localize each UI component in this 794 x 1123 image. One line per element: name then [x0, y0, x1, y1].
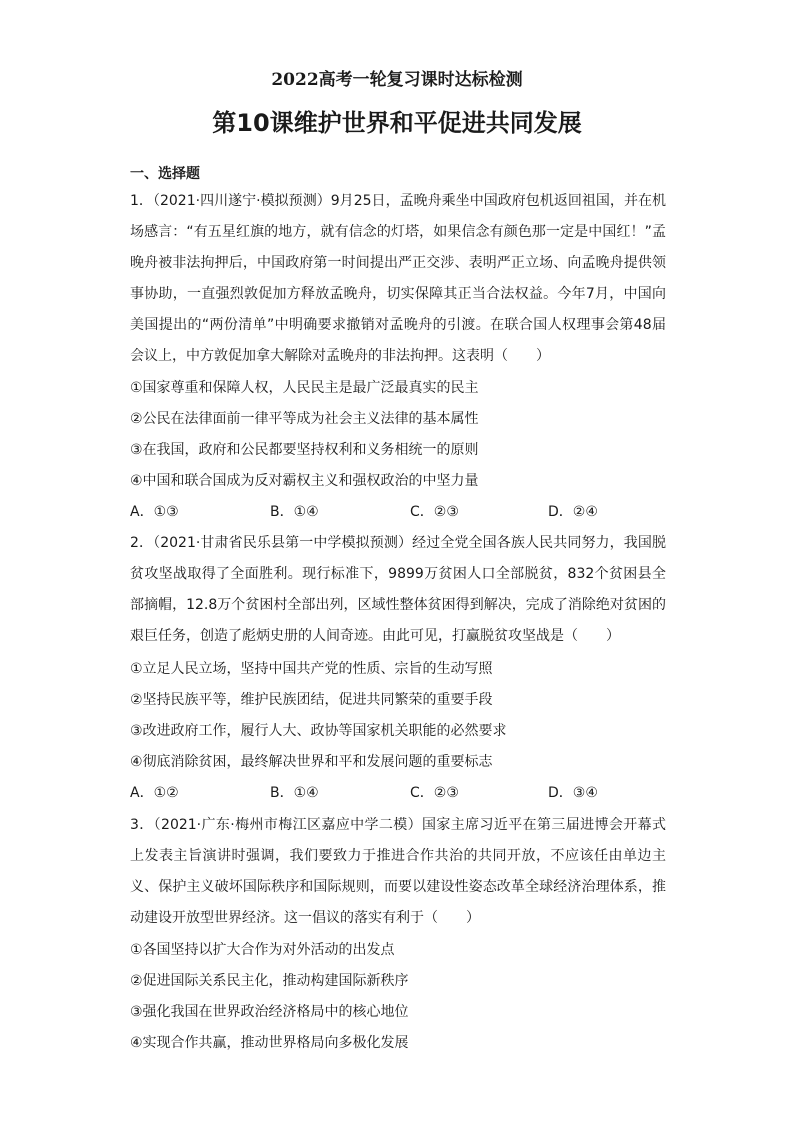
section-heading: 一、选择题: [130, 166, 200, 182]
question-1-choice-d[interactable]: D．②④: [548, 504, 598, 520]
question-1-stem: 1．（2021·四川遂宁·模拟预测）9月25日，孟晚舟乘坐中国政府包机返回祖国，并在机场感言：“有五星红旗的地方，就有信念的灯塔，如果信念有颜色那一定是中国红！”孟晚舟被非法拘押后，中国政府第一时间提出严正交涉、表明严正立场、向孟晚舟提供领事协助，一直强烈敦促加方释放孟晚舟，切实保障其正当合法权益。今年7月，中国向美国提出的“两份清单”中明确要求撤销对孟晚舟的引渡。在联合国人权理事会第48届会议上，中方敦促加拿大解除对孟晚舟的非法拘押。这表明（ ）: [130, 193, 666, 364]
question-2-choice-c[interactable]: C．②③: [410, 785, 459, 801]
question-1-option-1: ①国家尊重和保障人权，人民民主是最广泛最真实的民主: [130, 380, 479, 396]
question-3-option-4: ④实现合作共赢，推动世界格局向多极化发展: [130, 1035, 409, 1051]
question-2-option-2: ②坚持民族平等，维护民族团结，促进共同繁荣的重要手段: [130, 692, 493, 708]
question-2-choice-d[interactable]: D．③④: [548, 785, 598, 801]
question-2-option-4: ④彻底消除贫困，最终解决世界和平和发展问题的重要标志: [130, 754, 493, 770]
question-1-choice-c[interactable]: C．②③: [410, 504, 459, 520]
document-header-title: 2022高考一轮复习课时达标检测: [271, 70, 523, 90]
question-2-choice-a[interactable]: A．①②: [130, 785, 179, 801]
question-1-choice-a[interactable]: A．①③: [130, 504, 179, 520]
question-1-option-2: ②公民在法律面前一律平等成为社会主义法律的基本属性: [130, 411, 479, 427]
question-3-option-1: ①各国坚持以扩大合作为对外活动的出发点: [130, 942, 395, 958]
question-2-choices: [130, 782, 670, 804]
question-1-option-3: ③在我国，政府和公民都要坚持权利和义务相统一的原则: [130, 442, 479, 458]
document-lesson-title: 第10课维护世界和平促进共同发展: [212, 109, 582, 137]
question-2-option-1: ①立足人民立场，坚持中国共产党的性质、宗旨的生动写照: [130, 661, 493, 677]
question-3-option-3: ③强化我国在世界政治经济格局中的核心地位: [130, 1004, 409, 1020]
question-2-option-3: ③改进政府工作，履行人大、政协等国家机关职能的必然要求: [130, 723, 507, 739]
question-3-option-2: ②促进国际关系民主化，推动构建国际新秩序: [130, 973, 409, 989]
question-3-stem: 3．（2021·广东·梅州市梅江区嘉应中学二模）国家主席习近平在第三届进博会开幕式上发表主旨演讲时强调，我们要致力于推进合作共治的共同开放，不应该任由单边主义、保护主义破坏国际秩序和国际规则，而要以建设性姿态改革全球经济治理体系，推动建设开放型世界经济。这一倡议的落实有利于（ ）: [130, 817, 666, 926]
question-2-stem: 2．（2021·甘肃省民乐县第一中学模拟预测）经过全党全国各族人民共同努力，我国脱贫攻坚战取得了全面胜利。现行标准下，9899万贫困人口全部脱贫，832个贫困县全部摘帽，12.8万个贫困村全部出列，区域性整体贫困得到解决，完成了消除绝对贫困的艰巨任务，创造了彪炳史册的人间奇迹。由此可见，打赢脱贫攻坚战是（ ）: [130, 535, 666, 644]
question-1-choice-b[interactable]: B．①④: [270, 504, 319, 520]
question-1-choices: [130, 501, 670, 523]
question-2-choice-b[interactable]: B．①④: [270, 785, 319, 801]
question-1-option-4: ④中国和联合国成为反对霸权主义和强权政治的中坚力量: [130, 473, 479, 489]
